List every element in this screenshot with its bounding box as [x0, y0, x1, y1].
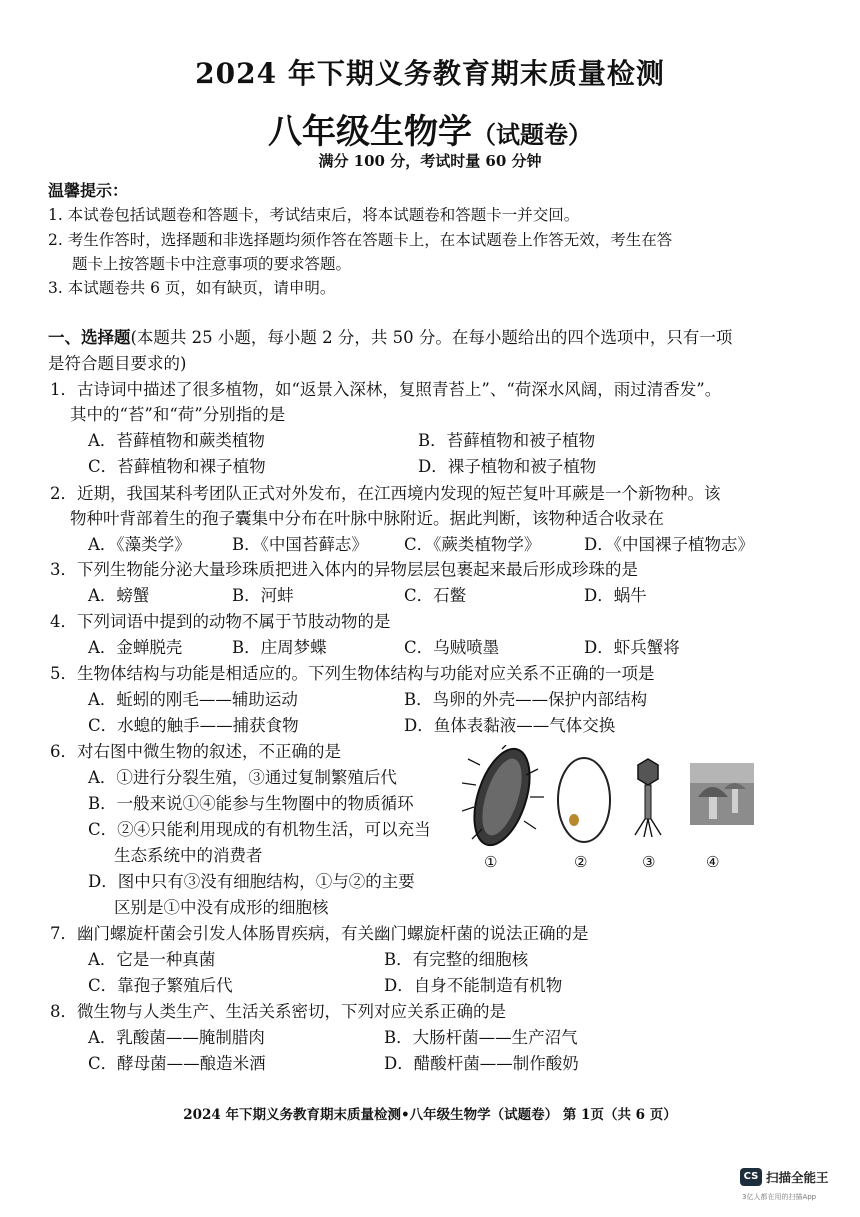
figure-label-2: ② — [574, 853, 588, 871]
tip-item: 1. 本试卷包括试题卷和答题卡，考试结束后，将本试题卷和答题卡一并交回。 — [48, 206, 580, 224]
yeast-drawing — [558, 758, 610, 842]
question-stem: 其中的“苔”和“荷”分别指的是 — [70, 405, 286, 424]
option-b: B．河蚌 — [232, 586, 294, 605]
option-d: D．裸子植物和被子植物 — [418, 457, 597, 476]
option-b: B．庄周梦蝶 — [232, 638, 327, 657]
tip-item: 2. 考生作答时，选择题和非选择题均须作答在答题卡上，在本试题卷上作答无效，考生在答 — [48, 231, 673, 249]
tip-item: 题卡上按答题卡中注意事项的要求答题。 — [72, 255, 352, 273]
option-b: B．鸟卵的外壳——保护内部结构 — [404, 690, 648, 709]
subject-suffix: （试题卷） — [472, 120, 592, 149]
section-title: 一、选择题 — [48, 328, 131, 347]
option-d: D．鱼体表黏液——气体交换 — [404, 716, 616, 735]
option-a: A．《藻类学》 — [88, 535, 191, 554]
option-b: B．有完整的细胞核 — [384, 950, 529, 969]
question-stem: 4．下列词语中提到的动物不属于节肢动物的是 — [50, 612, 391, 631]
figure-label-1: ① — [484, 853, 498, 871]
question-stem: 2．近期，我国某科考团队正式对外发布，在江西境内发现的短芒复叶耳蕨是一个新物种。该 — [50, 484, 721, 503]
camscanner-logo-icon: CS — [740, 1168, 762, 1186]
question-stem: 5．生物体结构与功能是相适应的。下列生物体结构与功能对应关系不正确的一项是 — [50, 664, 655, 683]
option-b: B．《中国苔藓志》 — [232, 535, 368, 554]
section-desc-2: 是符合题目要求的) — [48, 354, 187, 373]
question-stem: 1．古诗词中描述了很多植物，如“返景入深林，复照青苔上”、“荷深水风阔，雨过清香发”。 — [50, 380, 722, 399]
bacterium-drawing — [462, 745, 544, 850]
mushroom-photo — [690, 763, 754, 825]
option-d-cont: 区别是①中没有成形的细胞核 — [114, 898, 329, 917]
option-c: C．石鳖 — [404, 586, 467, 605]
microorganism-figure — [462, 745, 762, 875]
option-d: D．《中国裸子植物志》 — [584, 535, 754, 554]
option-c: C．水螅的触手——捕获食物 — [88, 716, 299, 735]
question-stem: 6．对右图中微生物的叙述，不正确的是 — [50, 742, 341, 761]
question-stem: 8．微生物与人类生产、生活关系密切，下列对应关系正确的是 — [50, 1002, 506, 1021]
option-c-cont: 生态系统中的消费者 — [114, 846, 263, 865]
figure-label-3: ③ — [642, 853, 656, 871]
option-d: D．自身不能制造有机物 — [384, 976, 563, 995]
option-a: A．金蝉脱壳 — [88, 638, 183, 657]
option-d: D．图中只有③没有细胞结构，①与②的主要 — [88, 872, 415, 891]
question-stem: 3．下列生物能分泌大量珍珠质把进入体内的异物层层包裹起来最后形成珍珠的是 — [50, 560, 638, 579]
option-d: D．虾兵蟹将 — [584, 638, 680, 657]
section-header — [48, 324, 732, 348]
figure-label-4: ④ — [706, 853, 720, 871]
score-line: 满分 100 分，考试时量 60 分钟 — [318, 152, 542, 170]
option-c: C．《蕨类植物学》 — [404, 535, 541, 554]
option-a: A．①进行分裂生殖，③通过复制繁殖后代 — [88, 768, 397, 787]
option-c: C．酵母菌——酿造米酒 — [88, 1054, 266, 1073]
option-b: B．大肠杆菌——生产沼气 — [384, 1028, 578, 1047]
tips-heading: 温馨提示： — [48, 181, 129, 200]
option-c: C．②④只能利用现成的有机物生活，可以充当 — [88, 820, 431, 839]
option-c: C．乌贼喷墨 — [404, 638, 500, 657]
phage-drawing — [635, 759, 661, 837]
question-stem: 物种叶背部着生的孢子囊集中分布在叶脉中脉附近。据此判断，该物种适合收录在 — [70, 509, 664, 528]
option-a: A．螃蟹 — [88, 586, 150, 605]
option-c: C．靠孢子繁殖后代 — [88, 976, 233, 995]
microorganism-drawings — [462, 745, 762, 850]
option-d: D．蜗牛 — [584, 586, 647, 605]
tip-item: 3. 本试题卷共 6 页，如有缺页，请申明。 — [48, 279, 336, 297]
option-b: B．一般来说①④能参与生物圈中的物质循环 — [88, 794, 414, 813]
option-a: A．蚯蚓的刚毛——辅助运动 — [88, 690, 298, 709]
question-stem: 7．幽门螺旋杆菌会引发人体肠胃疾病，有关幽门螺旋杆菌的说法正确的是 — [50, 924, 589, 943]
option-d: D．醋酸杆菌——制作酸奶 — [384, 1054, 579, 1073]
section-desc: (本题共 25 小题，每小题 2 分，共 50 分。在每小题给出的四个选项中，只有一项 — [130, 328, 733, 347]
exam-title: 2024 年下期义务教育期末质量检测 — [195, 57, 665, 90]
option-b: B．苔藓植物和被子植物 — [418, 431, 596, 450]
subject-title — [0, 104, 860, 153]
watermark-tagline: 3亿人都在用的扫描App — [742, 1193, 817, 1201]
page-footer: 2024 年下期义务教育期末质量检测•八年级生物学（试题卷） 第 1页（共 6 页） — [183, 1107, 677, 1123]
option-a: A．苔藓植物和蕨类植物 — [88, 431, 265, 450]
option-c: C．苔藓植物和裸子植物 — [88, 457, 266, 476]
option-a: A．乳酸菌——腌制腊肉 — [88, 1028, 265, 1047]
watermark-name: 扫描全能王 — [766, 1170, 829, 1185]
option-a: A．它是一种真菌 — [88, 950, 216, 969]
subject-name: 八年级生物学 — [268, 112, 472, 152]
